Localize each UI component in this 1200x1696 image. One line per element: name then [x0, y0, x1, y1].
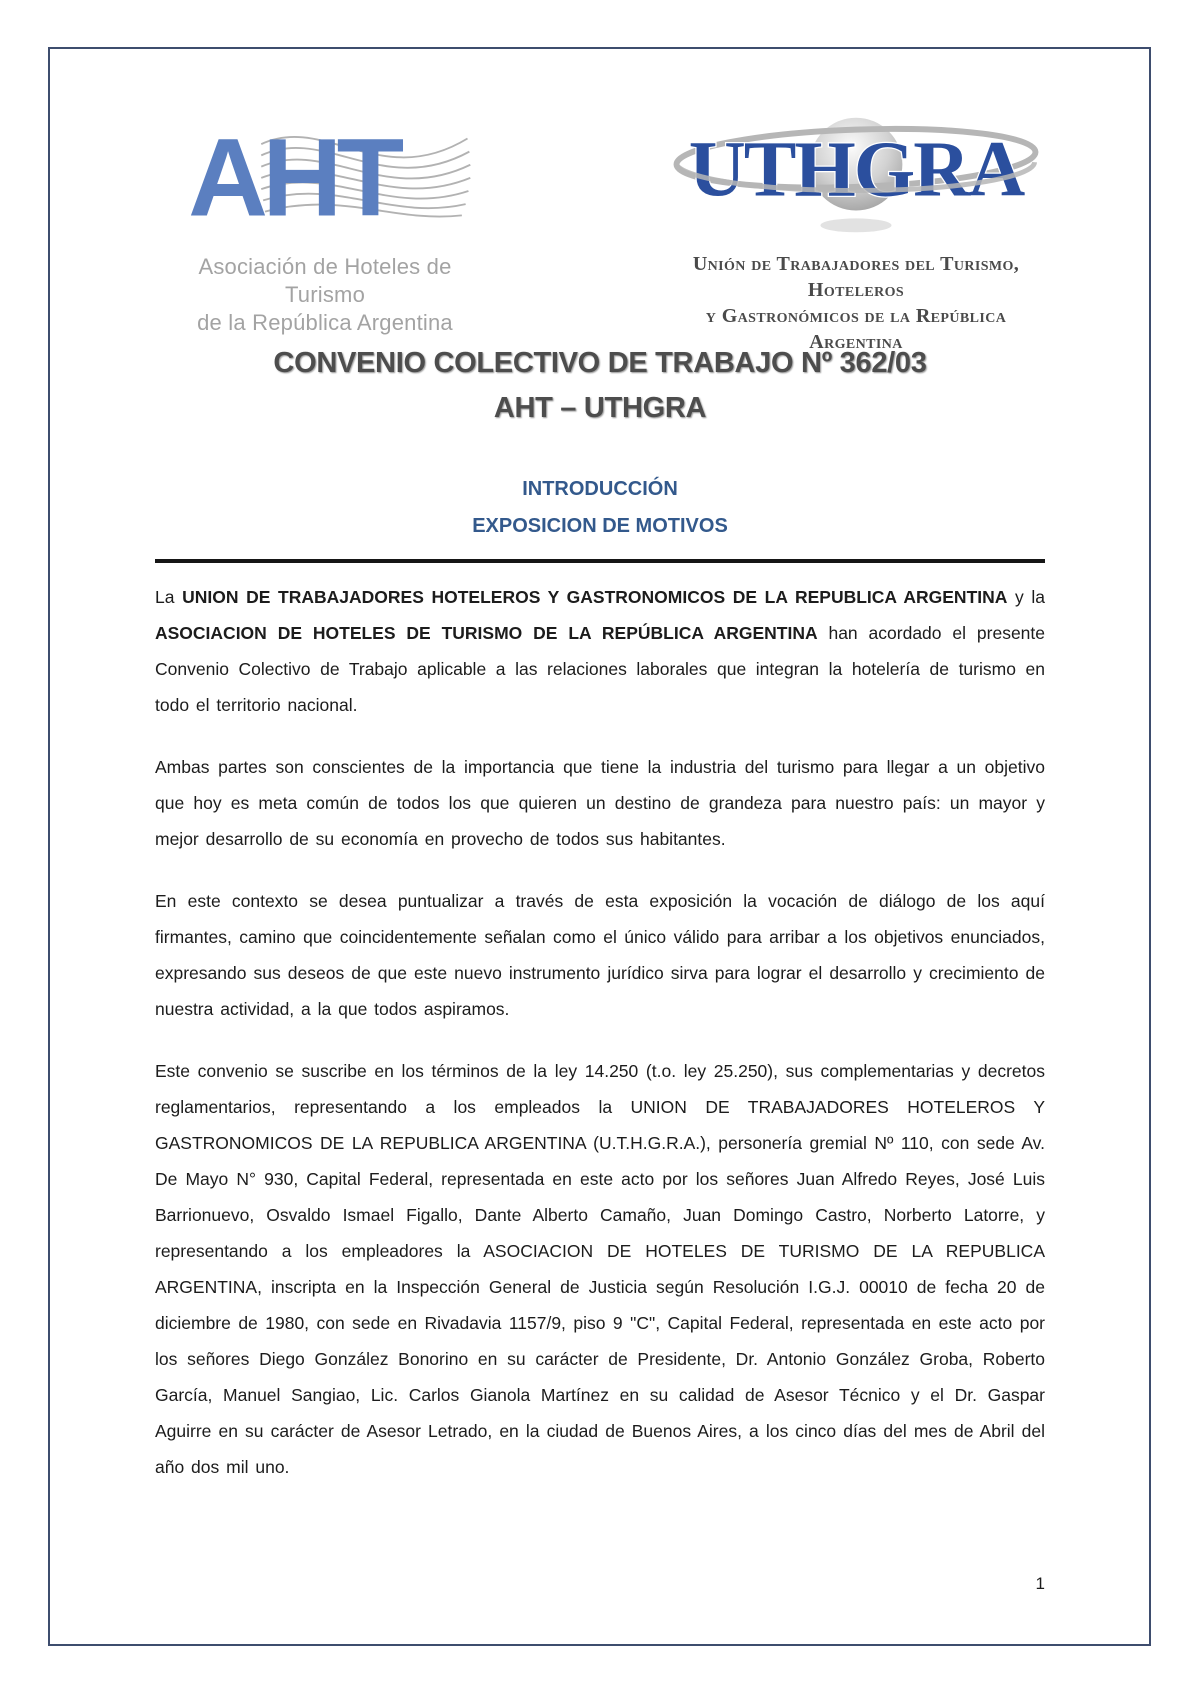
subtitle-exposicion: EXPOSICION DE MOTIVOS: [472, 515, 728, 537]
aht-logo-icon: [165, 101, 485, 251]
uthgra-caption-line2: y Gastronómicos de la República Argentina: [705, 305, 1007, 353]
document-subtitle: [155, 471, 1045, 545]
document-page: [48, 47, 1151, 1646]
horizontal-rule: [155, 559, 1045, 563]
paragraph: [155, 749, 1045, 857]
paragraph-text: y la: [1007, 587, 1046, 607]
subtitle-introduccion: INTRODUCCIÓN: [522, 478, 678, 500]
aht-logo: [165, 101, 485, 337]
document-body: [155, 579, 1045, 1485]
aht-caption: [165, 253, 485, 337]
uthgra-caption-line1: Unión de Trabajadores del Turismo, Hoteleros: [692, 253, 1020, 301]
paragraph-text: Este convenio se suscribe en los términos de la ley 14.250 (t.o. ley 25.250), sus complementarias y decretos reglamentarios, representando a los empleados la UNION DE TRABAJADORES HOTELEROS Y GASTRONOMICOS DE LA REPUBLICA ARGENTINA (U.T.H.G.R.A.), personería gremial Nº 110, con sede Av. De Mayo N° 930, Capital Federal, representada en este acto por los señores Juan Alfredo Reyes, José Luis Barrionuevo, Osvaldo Ismael Figallo, Dante Alberto Camaño, Juan Domingo Castro, Norberto Latorre, y representando a los empleadores la ASOCIACION DE HOTELES DE TURISMO DE LA REPUBLICA ARGENTINA, inscripta en la Inspección General de Justicia según Resolución I.G.J. 00010 de fecha 20 de diciembre de 1980, con sede en Rivadavia 1157/9, piso 9 "C", Capital Federal, representada en este acto por los señores Diego González Bonorino en su carácter de Presidente, Dr. Antonio González Groba, Roberto García, Manuel Sangiao, Lic. Carlos Gianola Martínez en su calidad de Asesor Técnico y el Dr. Gaspar Aguirre en su carácter de Asesor Letrado, en la ciudad de Buenos Aires, a los cinco días del mes de Abril del año dos mil uno.: [155, 1061, 1045, 1477]
uthgra-logo: [661, 101, 1051, 355]
aht-caption-line1: Asociación de Hoteles de Turismo: [198, 254, 452, 307]
organization-name-bold: UNION DE TRABAJADORES HOTELEROS Y GASTRONOMICOS DE LA REPUBLICA ARGENTINA: [182, 587, 1008, 607]
aht-caption-line2: de la República Argentina: [197, 310, 453, 335]
paragraph: [155, 883, 1045, 1027]
aht-acronym-text: AHT: [188, 116, 399, 240]
header-logos: [155, 101, 1045, 353]
paragraph-text: han acordado el presente Convenio Colectivo de Trabajo aplicable a las relaciones laborales que integran la hotelería de turismo en todo el territorio nacional.: [155, 623, 1045, 715]
uthgra-caption: [661, 251, 1051, 355]
paragraph: [155, 1053, 1045, 1485]
document-title-line2: AHT – UTHGRA: [493, 392, 707, 424]
document-title: [155, 341, 1045, 431]
paragraph-text: La: [155, 587, 183, 607]
page-number: 1: [1035, 1574, 1045, 1593]
paragraph: [155, 579, 1045, 723]
uthgra-logo-icon: [661, 101, 1051, 249]
uthgra-acronym-text: UTHGRA: [688, 126, 1024, 214]
paragraph-text: En este contexto se desea puntualizar a través de esta exposición la vocación de diálogo de los aquí firmantes, camino que coincidentemente señalan como el único válido para arribar a los objetivos enunciados, expresando sus deseos de que este nuevo instrumento jurídico sirva para lograr el desarrollo y crecimiento de nuestra actividad, a la que todos aspiramos.: [155, 891, 1045, 1019]
document-title-line1: CONVENIO COLECTIVO DE TRABAJO Nº 362/03: [273, 347, 927, 379]
organization-name-bold: ASOCIACION DE HOTELES DE TURISMO DE LA REPÚBLICA ARGENTINA: [155, 623, 818, 643]
paragraph-text: Ambas partes son conscientes de la importancia que tiene la industria del turismo para llegar a un objetivo que hoy es meta común de todos los que quieren un destino de grandeza para nuestro país: un mayor y mejor desarrollo de su economía en provecho de todos sus habitantes.: [155, 757, 1045, 849]
